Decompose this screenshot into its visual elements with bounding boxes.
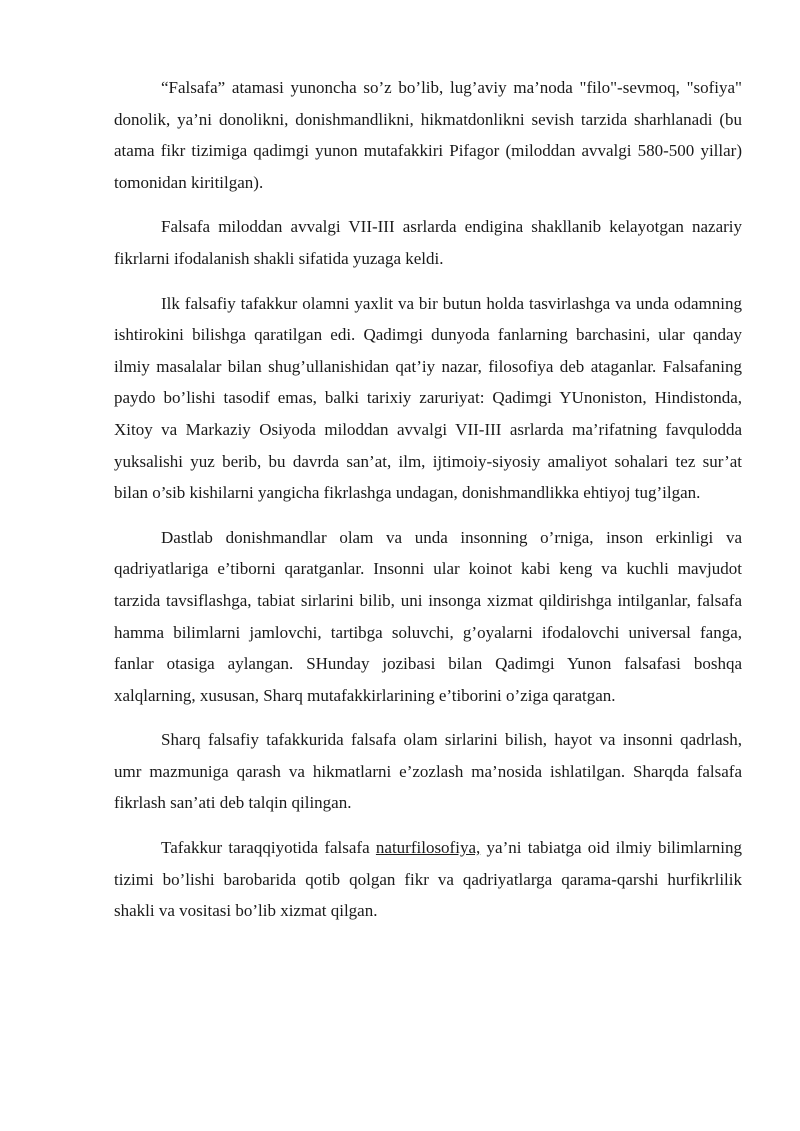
paragraph-text-after: ya’ni tabiatga oid ilmiy bilimlarning tizimi bo’lishi barobarida qotib qolgan fikr va qadriyatlarga qarama-qarshi hurfikrlilik shakli va vositasi bo’lib xizmat qilgan. [114,838,742,921]
paragraph-early-thinkers: Dastlab donishmandlar olam va unda insonning o’rniga, inson erkinligi va qadriyatlariga e’tiborni qaratganlar. Insonni ular koinot kabi keng va kuchli mavjudot tarzida tavsiflashga, tabiat sirlarini bilib, uni insonga xizmat qildirishga intilganlar, falsafa hamma bilimlarni jamlovchi, tartibga soluvchi, g’oyalarni ifodalovchi universal fanga, fanlar otasiga aylangan. SHunday jozibasi bilan Qadimgi Yunon falsafasi boshqa xalqlarning, xususan, Sharq mutafakkirlarining e’tiborini o’ziga qaratgan. [114,527,742,705]
underlined-term: naturfilosofiya, [375,838,481,858]
paragraph-text-before: Tafakkur taraqqiyotida falsafa [161,838,376,858]
paragraph-eastern-philosophy: Sharq falsafiy tafakkurida falsafa olam sirlarini bilish, hayot va insonni qadrlash, umr mazmuniga qarash va hikmatlarni e’zozlash ma’nosida ishlatilgan. Sharqda falsafa fikrlash san’ati deb talqin qilingan. [114,730,742,813]
paragraph-naturphilosophy [114,832,742,927]
paragraph-falsafa-etymology: “Falsafa” atamasi yunoncha so’z bo’lib, lug’aviy ma’noda "filo"-sevmoq, "sofiya" donolik, ya’ni donolikni, donishmandlikni, hikmatdonlikni sevish tarzida sharhlanadi (bu atama fikr tizimiga qadimgi yunon mutafakkiri Pifagor (miloddan avvalgi 580-500 yillar) tomonidan kiritilgan). [114,78,742,192]
document-body [114,72,742,927]
paragraph-falsafa-origin: Falsafa miloddan avvalgi VII-III asrlarda endigina shakllanib kelayotgan nazariy fikrlarni ifodalanish shakli sifatida yuzaga keldi. [114,217,742,268]
paragraph-early-philosophy: Ilk falsafiy tafakkur olamni yaxlit va bir butun holda tasvirlashga va unda odamning ishtirokini bilishga qaratilgan edi. Qadimgi dunyoda fanlarning barchasini, ular qanday ilmiy masalalar bilan shug’ullanishidan qat’iy nazar, filosofiya deb ataganlar. Falsafaning paydo bo’lishi tasodif emas, balki tarixiy zaruriyat: Qadimgi YUnoniston, Hindistonda, Xitoy va Markaziy Osiyoda miloddan avvalgi VII-III asrlarda ma’rifatning favqulodda yuksalishi yuz berib, bu davrda san’at, ilm, ijtimoiy-siyosiy amaliyot sohalari tez sur’at bilan o’sib kishilarni yangicha fikrlashga undagan, donishmandlikka ehtiyoj tug’ilgan. [114,293,742,503]
